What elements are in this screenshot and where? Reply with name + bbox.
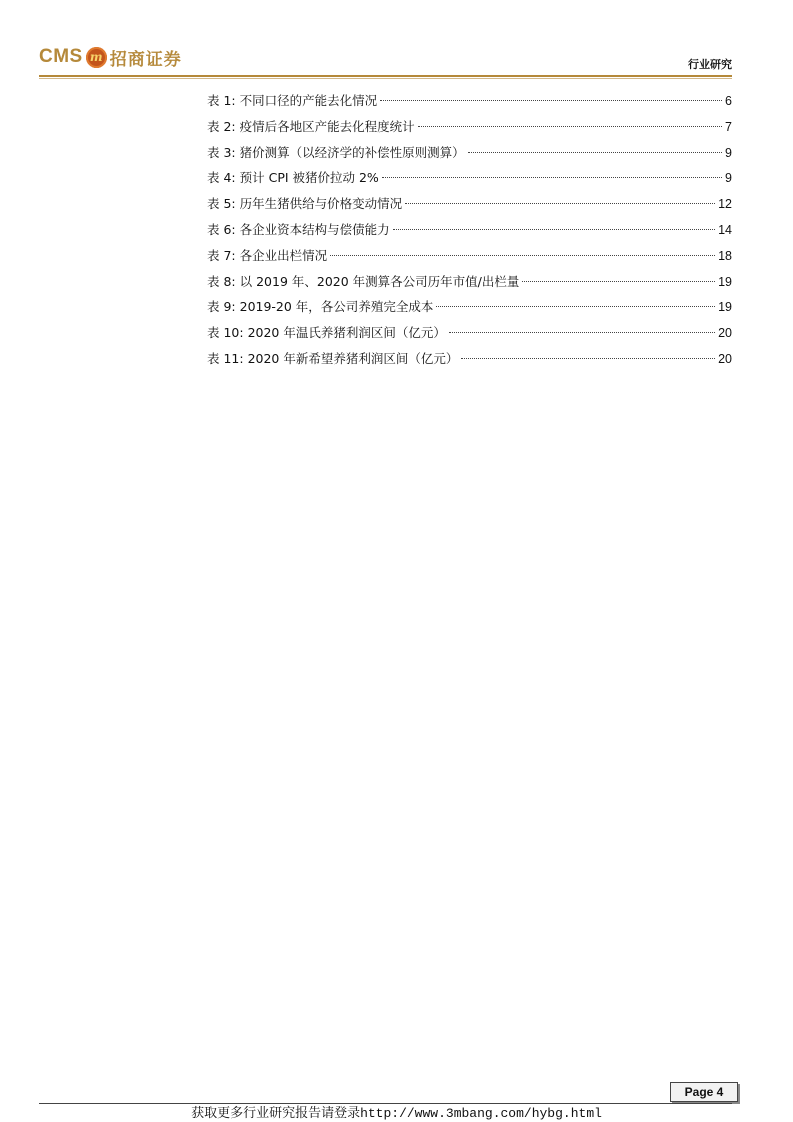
- toc-entry-page: 19: [718, 300, 732, 315]
- logo-latin-text: CMS: [39, 46, 83, 67]
- footer-promo: [0, 1102, 793, 1121]
- header-divider-thin: [39, 78, 732, 79]
- toc-entry-label: 表 11: 2020 年新希望养猪利润区间（亿元）: [207, 350, 459, 366]
- toc-dot-leader: [382, 177, 722, 178]
- toc-entry-label: 表 4: 预计 CPI 被猪价拉动 2%: [207, 170, 379, 186]
- page-number-box: Page 4: [670, 1082, 738, 1102]
- toc-entry-label: 表 10: 2020 年温氏养猪利润区间（亿元）: [207, 325, 446, 341]
- toc-dot-leader: [522, 281, 715, 282]
- logo-emblem-icon: [86, 47, 107, 68]
- toc-entry-label: 表 5: 历年生猪供给与价格变动情况: [207, 196, 403, 212]
- toc-entry[interactable]: [207, 88, 732, 114]
- toc-entry[interactable]: [207, 191, 732, 217]
- toc-entry[interactable]: [207, 165, 732, 191]
- toc-entry[interactable]: [207, 320, 732, 346]
- toc-dot-leader: [468, 152, 722, 153]
- toc-entry-label: 表 1: 不同口径的产能去化情况: [207, 93, 378, 108]
- toc-entry-label: 表 8: 以 2019 年、2020 年测算各公司历年市值/出栏量: [207, 273, 520, 289]
- header-divider: [39, 75, 732, 77]
- toc-entry-page: 20: [718, 351, 732, 366]
- toc-entry-page: 9: [725, 171, 732, 186]
- toc-entry[interactable]: [207, 243, 732, 269]
- table-of-contents: [207, 88, 732, 372]
- toc-dot-leader: [418, 126, 722, 127]
- toc-entry[interactable]: [207, 294, 732, 320]
- toc-entry-page: 9: [725, 145, 732, 160]
- toc-entry-page: 6: [725, 94, 732, 108]
- toc-dot-leader: [449, 332, 715, 333]
- toc-entry[interactable]: [207, 269, 732, 295]
- toc-dot-leader: [380, 100, 722, 101]
- toc-dot-leader: [461, 358, 715, 359]
- toc-entry-label: 表 6: 各企业资本结构与偿债能力: [207, 221, 390, 237]
- toc-entry-page: 20: [718, 326, 732, 341]
- toc-entry[interactable]: [207, 346, 732, 372]
- toc-dot-leader: [436, 306, 715, 307]
- toc-entry-page: 14: [718, 222, 732, 237]
- logo-emblem-letter: m: [89, 50, 103, 64]
- toc-entry-label: 表 3: 猪价测算（以经济学的补偿性原则测算）: [207, 144, 465, 160]
- toc-entry-page: 7: [725, 119, 732, 134]
- toc-entry-page: 18: [718, 248, 732, 263]
- toc-dot-leader: [405, 203, 715, 204]
- logo-chinese-text: 招商证券: [109, 49, 182, 70]
- footer-promo-text: 获取更多行业研究报告请登录: [191, 1106, 361, 1121]
- toc-entry[interactable]: [207, 217, 732, 243]
- toc-entry-label: 表 2: 疫情后各地区产能去化程度统计: [207, 118, 415, 134]
- toc-entry[interactable]: [207, 140, 732, 166]
- toc-entry-page: 19: [718, 274, 732, 289]
- footer-url-link[interactable]: http://www.3mbang.com/hybg.html: [360, 1106, 602, 1121]
- toc-dot-leader: [330, 255, 715, 256]
- toc-dot-leader: [393, 229, 715, 230]
- company-logo: [39, 40, 182, 74]
- toc-entry-label: 表 9: 2019-20 年，各公司养殖完全成本: [207, 299, 434, 315]
- toc-entry-label: 表 7: 各企业出栏情况: [207, 247, 328, 263]
- toc-entry[interactable]: [207, 114, 732, 140]
- toc-entry-page: 12: [718, 197, 732, 212]
- section-label: 行业研究: [688, 58, 732, 71]
